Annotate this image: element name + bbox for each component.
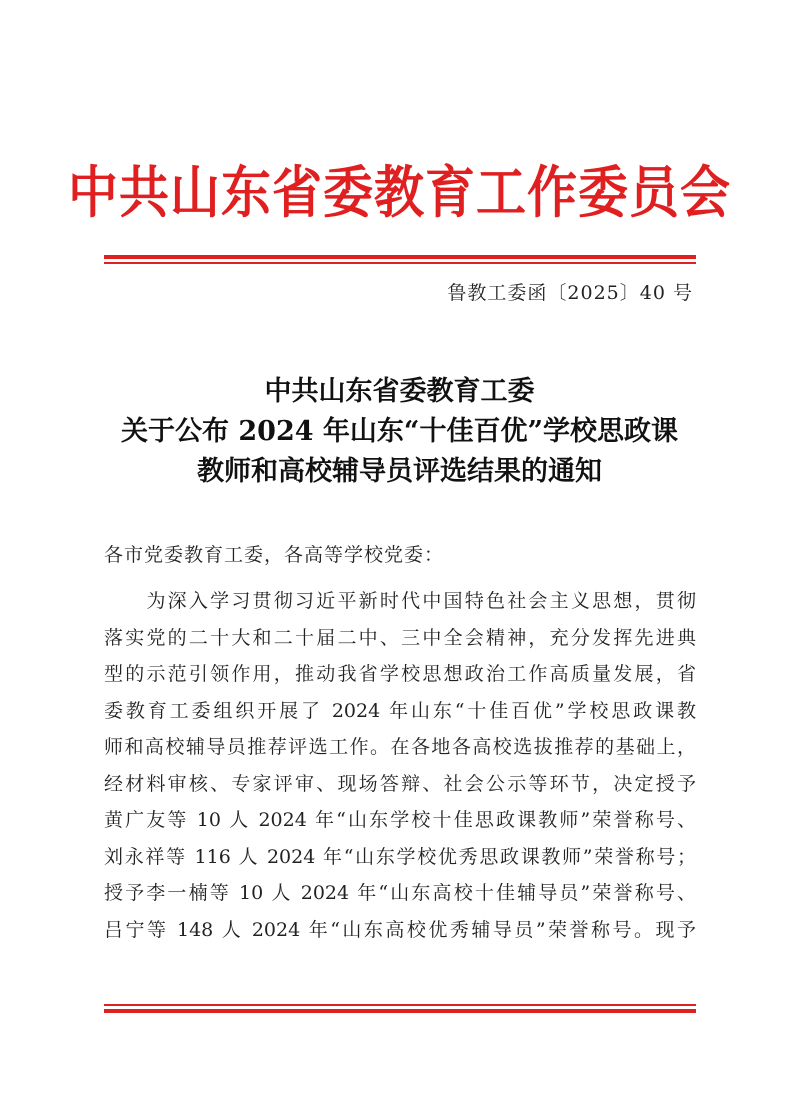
- body-line: 委教育工委组织开展了 2024 年山东“十佳百优”学校思政课教: [104, 699, 696, 722]
- body-line: 授予李一楠等 10 人 2024 年“山东高校十佳辅导员”荣誉称号、: [104, 882, 696, 904]
- letterhead-rule-thick: [104, 255, 696, 259]
- subject-line-3: 教师和高校辅导员评选结果的通知: [197, 456, 602, 487]
- body-line: 黄广友等 10 人 2024 年“山东学校十佳思政课教师”荣誉称号、: [104, 809, 696, 831]
- subject-line-1: 中共山东省委教育工委: [264, 376, 535, 407]
- document-subject: [0, 372, 799, 492]
- footer-rule-thick: [104, 1009, 696, 1013]
- footer-rule-thin: [104, 1004, 696, 1006]
- salutation: 各市党委教育工委，各高等学校党委：: [104, 544, 445, 566]
- body-line: 吕宁等 148 人 2024 年“山东高校优秀辅导员”荣誉称号。现予: [104, 918, 696, 941]
- letterhead-title: 中共山东省委教育工作委员会: [68, 159, 731, 226]
- subject-line-2: 关于公布 2024 年山东“十佳百优”学校思政课: [120, 416, 678, 447]
- body-paragraph: [104, 583, 696, 948]
- body-line: 型的示范引领作用，推动我省学校思想政治工作高质量发展，省: [104, 663, 696, 685]
- body-line: 经材料审核、专家评审、现场答辩、社会公示等环节，决定授予: [104, 772, 696, 795]
- body-line: 为深入学习贯彻习近平新时代中国特色社会主义思想，贯彻: [104, 590, 696, 612]
- body-line: 刘永祥等 116 人 2024 年“山东学校优秀思政课教师”荣誉称号；: [104, 845, 696, 868]
- document-number: 鲁教工委函〔2025〕40 号: [447, 282, 693, 304]
- body-line: 师和高校辅导员推荐评选工作。在各地各高校选拔推荐的基础上，: [104, 736, 696, 758]
- body-line: 落实党的二十大和二十届二中、三中全会精神，充分发挥先进典: [104, 626, 696, 649]
- letterhead-rule-thin: [104, 262, 696, 264]
